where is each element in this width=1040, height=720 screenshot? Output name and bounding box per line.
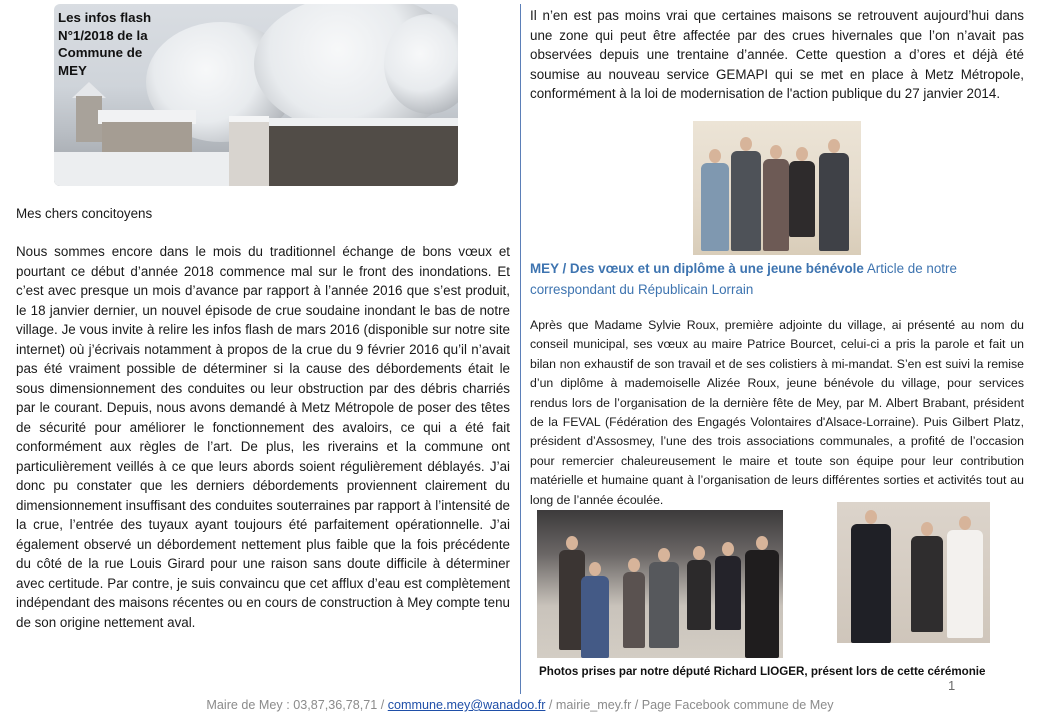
person-figure <box>701 163 729 251</box>
footer-web: / mairie_mey.fr / Page Facebook commune de Mey <box>545 698 834 712</box>
person-head <box>796 147 808 161</box>
flood-intro-text: Il n’en est pas moins vrai que certaines maisons se retrouvent aujourd’hui dans une zone qui peut être affectée par des crues hivernales que l’on n’avait pas observées depuis une trentaine d’année. Cette question a d’ores et déjà été soumise au nouveau service GEMAPI qui se met en place à Metz Métropole, conformément à la loi de modernisation de l'action publique du 27 janvier 2014. <box>530 8 1024 101</box>
person-figure <box>763 159 789 251</box>
gate-pillar <box>229 116 269 186</box>
greeting: Mes chers concitoyens <box>16 206 153 221</box>
person-figure <box>623 572 645 648</box>
person-head <box>959 516 971 530</box>
person-figure <box>649 562 679 648</box>
newsletter-title <box>58 9 178 79</box>
house <box>102 122 192 152</box>
person-head <box>865 510 877 524</box>
person-figure <box>851 524 891 643</box>
person-head <box>722 542 734 556</box>
person-head <box>628 558 640 572</box>
person-figure <box>745 550 779 658</box>
person-figure <box>581 576 609 658</box>
article-body: Après que Madame Sylvie Roux, première adjointe du village, ai présenté au nom du conseil municipal, ses vœux au maire Patrice Bourcet, celui-ci a pris la parole et fait un bilan non exhaustif de son travail et de ses colistiers à mi-mandat. S’en est suivi la remise d’un diplôme à mademoiselle Alizée Roux, jeune bénévole du village, pour services rendus lors de l’organisation de la dernière fête de Mey, par M. Albert Brabant, président de la FEVAL (Fédération des Engagés Volontaires d'Alsace-Lorraine). Puis Gilbert Platz, président d’Assosmey, l’une des trois associations communales, a profité de l’occasion pour remercier chaleureusement le maire et toute son équipe pour leur contribution matérielle et humaine quant à l’organisation de leurs différentes sorties et activités tout au long de l’année écoulée. <box>530 318 1024 507</box>
person-figure <box>911 536 943 632</box>
person-head <box>658 548 670 562</box>
person-head <box>589 562 601 576</box>
person-figure <box>947 530 983 638</box>
person-head <box>709 149 721 163</box>
person-figure <box>789 161 815 237</box>
footer-phone: Maire de Mey : 03,87,36,78,71 / <box>206 698 388 712</box>
person-figure <box>731 151 761 251</box>
person-head <box>921 522 933 536</box>
person-figure <box>687 560 711 630</box>
email-link[interactable]: commune.mey@wanadoo.fr <box>387 698 546 712</box>
title-line: MEY <box>58 62 87 78</box>
person-head <box>740 137 752 151</box>
photo-caption: Photos prises par notre député Richard LIOGER, présent lors de cette cérémonie <box>539 665 986 678</box>
person-head <box>756 536 768 550</box>
diploma-ceremony-photo <box>837 502 990 643</box>
snow-ground <box>54 152 229 186</box>
person-head <box>693 546 705 560</box>
right-column <box>530 6 1024 678</box>
article-source: Article de notre correspondant du Républicain Lorrain <box>530 261 957 297</box>
title-line: N°1/2018 de la <box>58 27 148 43</box>
left-column <box>16 4 510 632</box>
title-line: Commune de <box>58 45 143 60</box>
person-figure <box>819 153 849 251</box>
page-number: 1 <box>948 678 956 693</box>
person-head <box>828 139 840 153</box>
group-photo-officials <box>693 121 861 255</box>
header-snow-photo <box>54 4 458 186</box>
title-line: Les infos flash <box>58 10 152 25</box>
column-divider <box>520 4 521 694</box>
person-head <box>566 536 578 550</box>
footer-contact <box>0 698 1040 712</box>
person-figure <box>715 556 741 630</box>
mayor-letter-body: Nous sommes encore dans le mois du traditionnel échange de bons vœux et pourtant ce début d’année 2018 commence mal sur le front des inondations. Et c’est avec presque un mois d’avance par rapport à l’année 2016 que s’est produit, le 18 janvier dernier, un nouvel épisode de crue soudaine inondant le bas de notre village. Je vous invite à relire les infos flash de mars 2016 (disponible sur notre site internet) où j’écrivais notamment à propos de la crue du 9 février 2016 qu’il n’avait pas été vraiment possible de déterminer si la cause des débordements était le sous dimensionnement des conduites ou leur obstruction par des débris charriés par le courant. Depuis, nous avons demandé à Metz Métropole de poser des têtes de sécurité pour améliorer le fonctionnement des avaloirs, ce qui a été fait conformément aux règles de l’art. De plus, les riverains et la commune ont particulièrement veillés à ce que leurs abords soient régulièrement déblayés. J’ai donc pu constater que les derniers débordements proviennent clairement du dimensionnement insuffisant des conduites souterraines par rapport à l’intensité de la crue, l’entrée des tuyaux ayant toujours été parfaitement opérationnelle. J’ai également observé un débordement nettement plus faible que la fois précédente du côté de la rue Louis Girard pour une raison sans doute difficile à déterminer avec certitude. Par contre, je suis convaincu que cet afflux d’eau est complètement indépendant des maisons récentes ou en cours de construction à Mey compte tenu de son origine nettement aval. <box>16 244 510 630</box>
reception-crowd-photo <box>537 510 783 658</box>
article-headline: MEY / Des vœux et un diplôme à une jeune bénévole <box>530 261 864 276</box>
person-head <box>770 145 782 159</box>
article-title <box>530 258 1024 300</box>
